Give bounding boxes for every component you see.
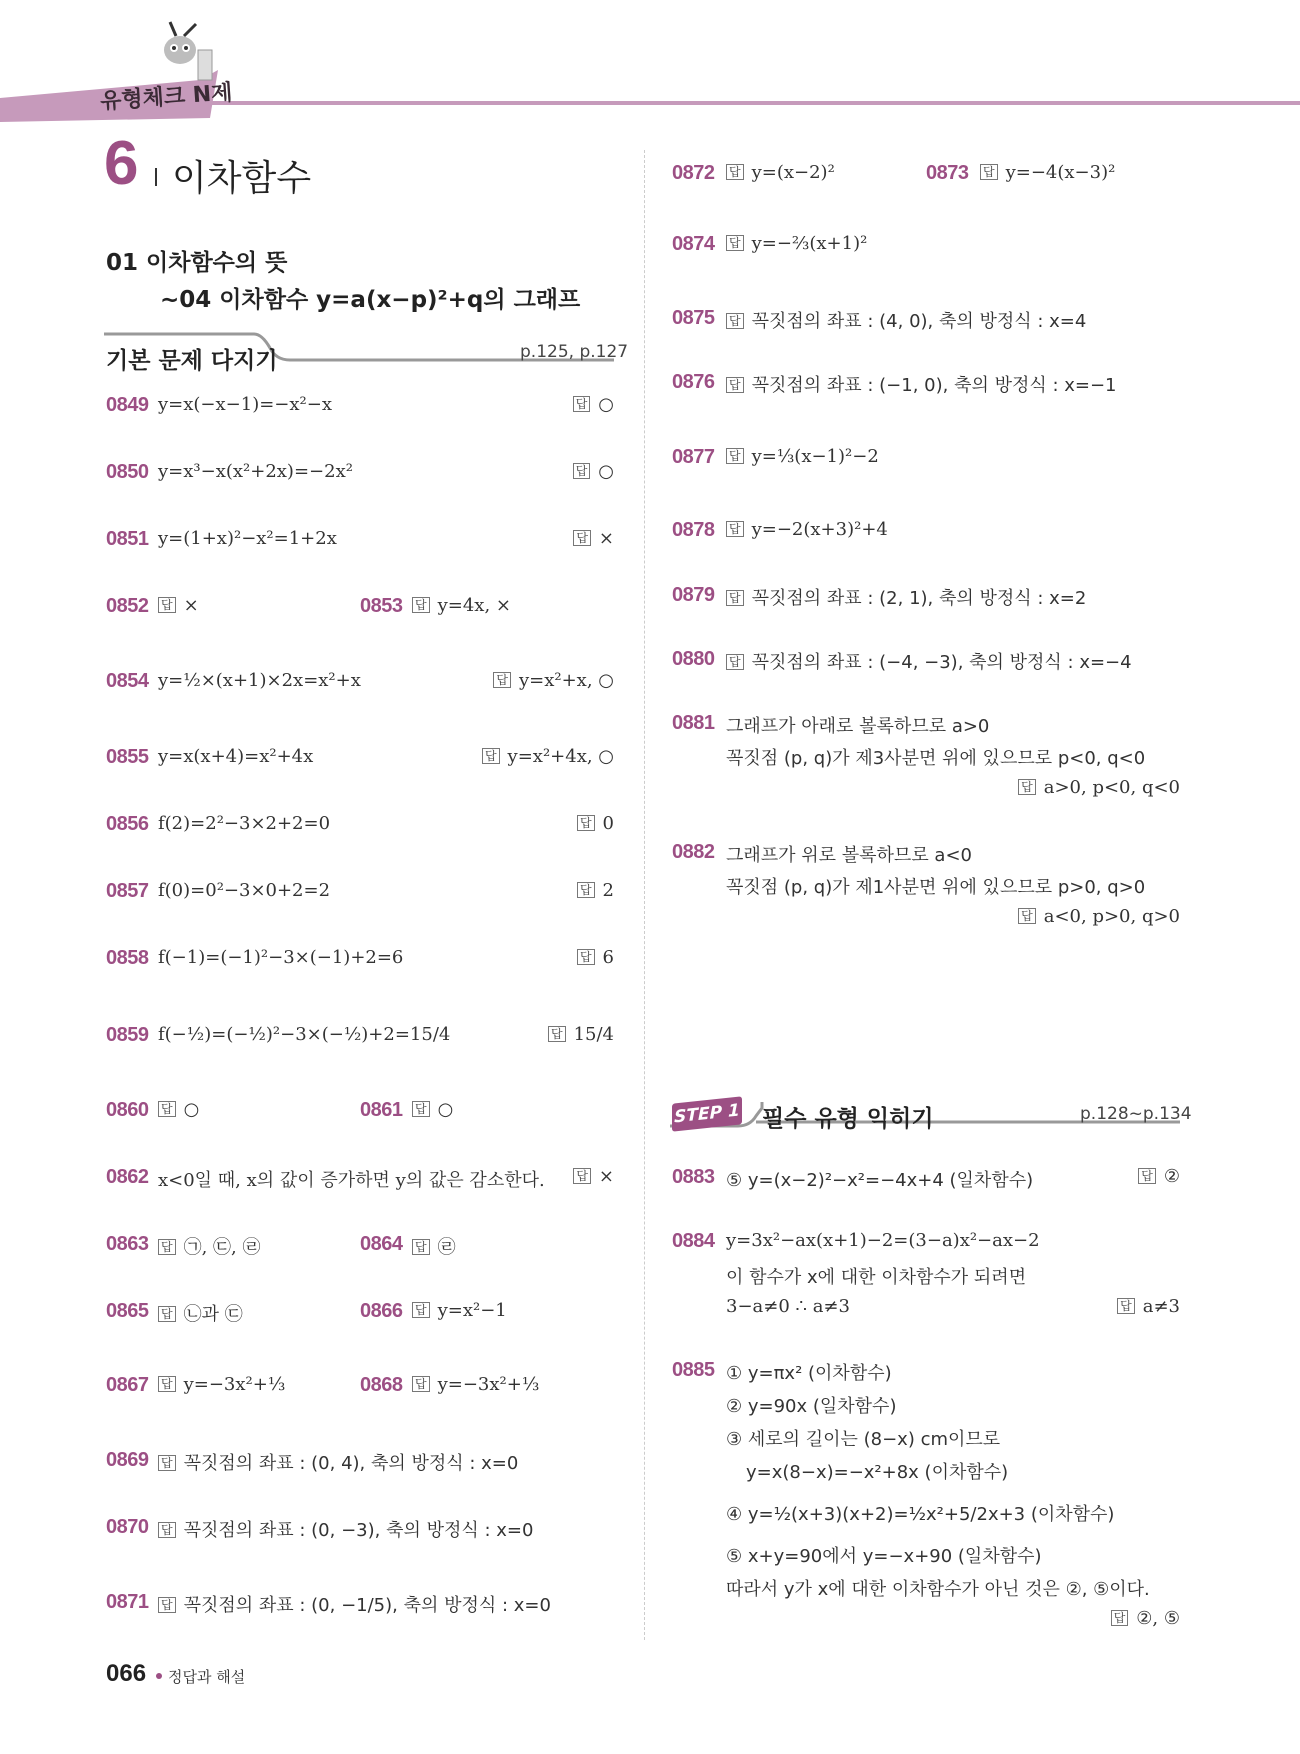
problem-number: 0859 (106, 1024, 149, 1046)
problem-number: 0855 (106, 746, 149, 768)
problem-number: 0849 (106, 394, 149, 416)
problem-number: 0883 (672, 1166, 715, 1188)
answer: 답 꼭짓점의 좌표 : (0, −3), 축의 방정식 : x=0 (158, 1516, 533, 1542)
problem-number: 0856 (106, 813, 149, 835)
problem-number: 0867 (106, 1374, 149, 1396)
problem-number: 0875 (672, 307, 715, 329)
solution-line: 따라서 y가 x에 대한 이차함수가 아닌 것은 ②, ⑤이다. (726, 1579, 1150, 1600)
answer: 답 y=−3x²+⅓ (158, 1374, 285, 1395)
problem-number: 0860 (106, 1099, 149, 1121)
answer: 답 꼭짓점의 좌표 : (0, −1/5), 축의 방정식 : x=0 (158, 1591, 551, 1617)
solution-text: y=½×(x+1)×2x=x²+x (158, 670, 361, 691)
answer: 답 a>0, p<0, q<0 (1018, 777, 1180, 798)
answer: 답 y=−3x²+⅓ (412, 1374, 539, 1395)
problem-number: 0880 (672, 648, 715, 670)
problem-number: 0861 (360, 1099, 403, 1121)
answer: 답 0 (577, 813, 614, 834)
solution-line: ④ y=½(x+3)(x+2)=½x²+5/2x+3 (이차함수) (726, 1504, 1115, 1525)
solution-line: 이 함수가 x에 대한 이차함수가 되려면 (726, 1267, 1027, 1288)
solution-text: f(−1)=(−1)²−3×(−1)+2=6 (158, 947, 404, 968)
answer: 답 ㉠, ㉢, ㉣ (158, 1233, 260, 1259)
solution-text: x<0일 때, x의 값이 증가하면 y의 값은 감소한다. (158, 1170, 545, 1191)
answer: 답 y=⅓(x−1)²−2 (726, 446, 879, 467)
answer: 답 ○ (573, 394, 614, 415)
answer: 답 y=−2(x+3)²+4 (726, 519, 888, 540)
answer: 답 ㉡과 ㉢ (158, 1300, 243, 1326)
answer: 답 y=−4(x−3)² (980, 162, 1115, 183)
problem-number: 0854 (106, 670, 149, 692)
problem-number: 0873 (926, 162, 969, 184)
solution-line: ① y=πx² (이차함수) (726, 1363, 892, 1384)
answer: 답 6 (577, 947, 614, 968)
footer-label: 정답과 해설 (168, 1668, 246, 1686)
answer: 답 꼭짓점의 좌표 : (4, 0), 축의 방정식 : x=4 (726, 307, 1086, 333)
problem-number: 0872 (672, 162, 715, 184)
solution-text: f(0)=0²−3×0+2=2 (158, 880, 331, 901)
problem-number: 0869 (106, 1449, 149, 1471)
chapter-divider (155, 168, 157, 186)
answer: 답 ②, ⑤ (1111, 1608, 1180, 1629)
problem-number: 0882 (672, 841, 715, 863)
column-divider (644, 150, 645, 1640)
answer: 답 꼭짓점의 좌표 : (−4, −3), 축의 방정식 : x=−4 (726, 648, 1132, 674)
solution-line: y=x(8−x)=−x²+8x (이차함수) (746, 1462, 1009, 1483)
answer: 답 ② (1138, 1166, 1180, 1187)
problem-number: 0864 (360, 1233, 403, 1255)
answer: 답 y=4x, × (412, 595, 511, 616)
answer: 답 ○ (158, 1099, 199, 1120)
answer: 답 꼭짓점의 좌표 : (−1, 0), 축의 방정식 : x=−1 (726, 371, 1117, 397)
answer: 답 꼭짓점의 좌표 : (2, 1), 축의 방정식 : x=2 (726, 584, 1086, 610)
solution-text: ⑤ y=(x−2)²−x²=−4x+4 (일차함수) (726, 1170, 1034, 1191)
answer: 답 y=x²+x, ○ (493, 670, 614, 691)
problem-number: 0863 (106, 1233, 149, 1255)
basic-pages: p.125, p.127 (520, 342, 629, 362)
problem-number: 0877 (672, 446, 715, 468)
answer: 답 a≠3 (1117, 1296, 1180, 1317)
answer: 답 y=(x−2)² (726, 162, 835, 183)
problem-number: 0871 (106, 1591, 149, 1613)
problem-number: 0865 (106, 1300, 149, 1322)
solution-text: y=x(x+4)=x²+4x (158, 746, 314, 767)
page-number: 066 (106, 1660, 147, 1687)
answer: 답 ○ (412, 1099, 453, 1120)
answer: 답 y=x²+4x, ○ (482, 746, 614, 767)
problem-number: 0878 (672, 519, 715, 541)
solution-text: y=x³−x(x²+2x)=−2x² (158, 461, 353, 482)
footer-dot (156, 1673, 162, 1679)
answer: 답 y=−⅔(x+1)² (726, 233, 867, 254)
answer: 답 × (158, 595, 199, 616)
answer: 답 ○ (573, 461, 614, 482)
basic-title: 기본 문제 다지기 (106, 348, 278, 374)
problem-number: 0879 (672, 584, 715, 606)
chapter-number: 6 (104, 129, 139, 198)
solution-text: f(2)=2²−3×2+2=0 (158, 813, 331, 834)
mascot-icon (164, 22, 212, 80)
problem-number: 0850 (106, 461, 149, 483)
problem-number: 0876 (672, 371, 715, 393)
problem-number: 0857 (106, 880, 149, 902)
problem-number: 0881 (672, 712, 715, 734)
solution-text: f(−½)=(−½)²−3×(−½)+2=15/4 (158, 1024, 451, 1045)
solution-line: ⑤ x+y=90에서 y=−x+90 (일차함수) (726, 1546, 1042, 1567)
answer: 답 2 (577, 880, 614, 901)
header-band (0, 20, 1300, 130)
problem-number: 0874 (672, 233, 715, 255)
solution-line: ③ 세로의 길이는 (8−x) cm이므로 (726, 1429, 1001, 1450)
chapter-title: 이차함수 (172, 158, 312, 199)
problem-number: 0866 (360, 1300, 403, 1322)
problem-number: 0870 (106, 1516, 149, 1538)
solution-line: y=3x²−ax(x+1)−2=(3−a)x²−ax−2 (726, 1230, 1040, 1251)
solution-line: 꼭짓점 (p, q)가 제3사분면 위에 있으므로 p<0, q<0 (726, 748, 1146, 769)
solution-line: 꼭짓점 (p, q)가 제1사분면 위에 있으므로 p>0, q>0 (726, 877, 1146, 898)
problem-number: 0853 (360, 595, 403, 617)
answer: 답 꼭짓점의 좌표 : (0, 4), 축의 방정식 : x=0 (158, 1449, 518, 1475)
section-title-1: 01 이차함수의 뜻 (106, 250, 288, 276)
answer: 답 ㉣ (412, 1233, 456, 1259)
solution-text: y=x(−x−1)=−x²−x (158, 394, 332, 415)
problem-number: 0851 (106, 528, 149, 550)
problem-number: 0852 (106, 595, 149, 617)
answer: 답 y=x²−1 (412, 1300, 507, 1321)
solution-line: 그래프가 아래로 볼록하므로 a>0 (726, 716, 990, 737)
solution-text: y=(1+x)²−x²=1+2x (158, 528, 337, 549)
answer: 답 × (573, 1166, 614, 1187)
header-tag: 유형체크 N제 (99, 80, 234, 115)
problem-number: 0862 (106, 1166, 149, 1188)
section-title-2: ~04 이차함수 y=a(x−p)²+q의 그래프 (160, 287, 581, 313)
solution-line: ② y=90x (일차함수) (726, 1396, 897, 1417)
answer: 답 15/4 (548, 1024, 614, 1045)
step1-title: 필수 유형 익히기 (762, 1106, 934, 1132)
step1-badge: STEP 1 (672, 1096, 742, 1131)
solution-line: 3−a≠0 ∴ a≠3 (726, 1296, 850, 1317)
answer: 답 × (573, 528, 614, 549)
solution-line: 그래프가 위로 볼록하므로 a<0 (726, 845, 972, 866)
problem-number: 0884 (672, 1230, 715, 1252)
answer: 답 a<0, p>0, q>0 (1018, 906, 1180, 927)
step1-pages: p.128~p.134 (1080, 1104, 1192, 1124)
problem-number: 0885 (672, 1359, 715, 1381)
problem-number: 0858 (106, 947, 149, 969)
problem-number: 0868 (360, 1374, 403, 1396)
